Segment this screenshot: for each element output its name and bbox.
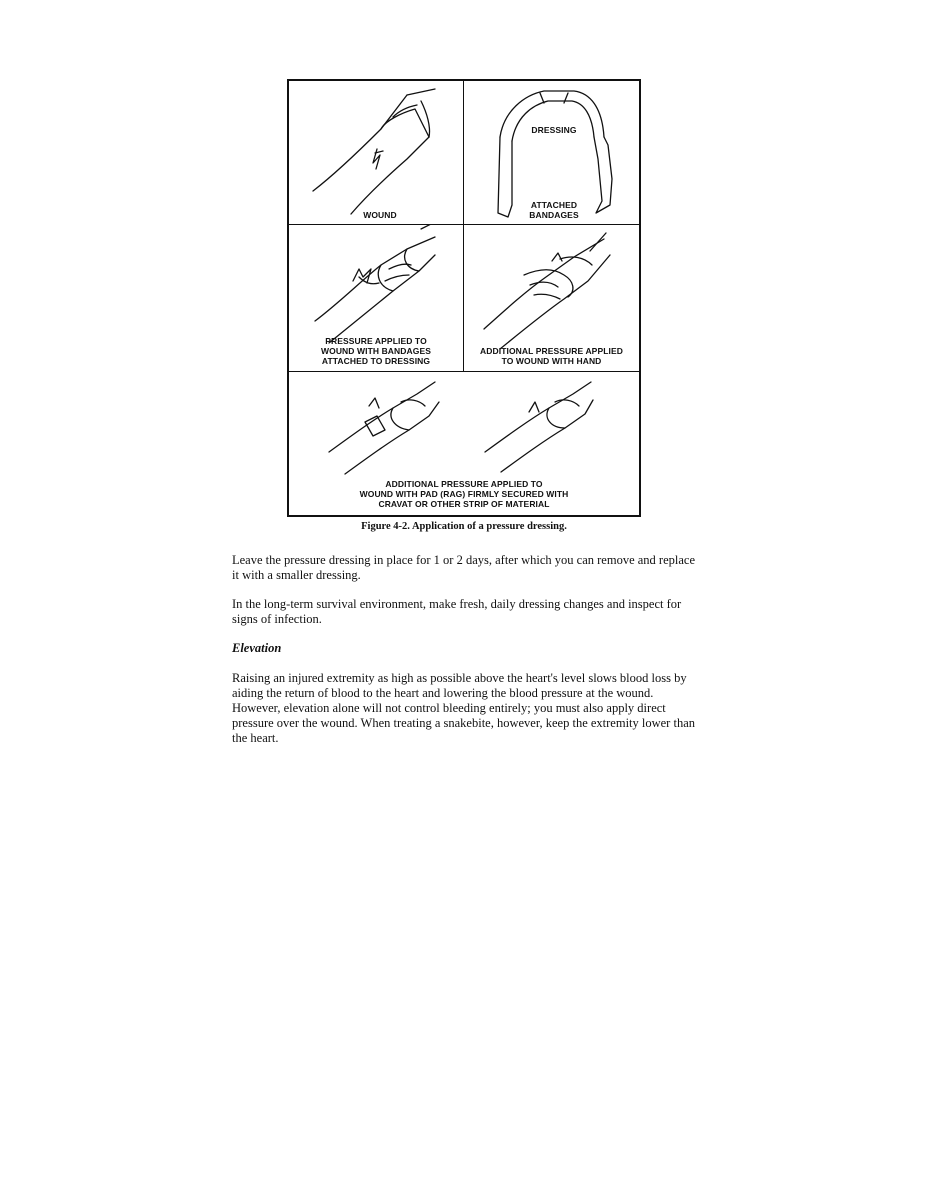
label-dressing: DRESSING (531, 125, 577, 135)
figure-caption: Figure 4-2. Application of a pressure dressing. (361, 521, 567, 532)
panel-additional-hand (464, 225, 639, 371)
wounded-arm-illustration (289, 81, 463, 224)
label-wound: WOUND (363, 210, 397, 220)
section-heading-elevation: Elevation (232, 641, 282, 655)
panel-wound (289, 81, 463, 224)
paragraph-daily-dressing: In the long-term survival environment, make fresh, daily dressing changes and inspect for signs of infection. (232, 597, 682, 626)
label-pressure-applied: PRESSURE APPLIED TO WOUND WITH BANDAGES ATTACHED TO DRESSING (320, 336, 432, 366)
label-additional-pad: ADDITIONAL PRESSURE APPLIED TO WOUND WITH PAD (RAG) FIRMLY SECURED WITH CRAVAT OR OTHER STRIP OF MATERIAL (359, 479, 569, 509)
panel-pressure-applied (289, 225, 463, 371)
paragraph-remove-dressing: Leave the pressure dressing in place for 1 or 2 days, after which you can remove and replace it with a smaller dressing. (232, 553, 696, 582)
paragraph-elevation: Raising an injured extremity as high as possible above the heart's level slows blood loss by aiding the return of blood to the heart and lowering the blood pressure at the wound. However, elevation alone will not control bleeding entirely; you must also apply direct pressure over the wound. When treating a snakebite, however, keep the extremity lower than the heart. (232, 671, 695, 745)
label-additional-hand: ADDITIONAL PRESSURE APPLIED TO WOUND WITH HAND (480, 346, 623, 366)
figure-pressure-dressing (287, 79, 641, 517)
panel-dressing (464, 81, 639, 224)
panel-additional-pad (289, 372, 639, 517)
label-attached-bandages: ATTACHED BANDAGES (529, 200, 579, 220)
